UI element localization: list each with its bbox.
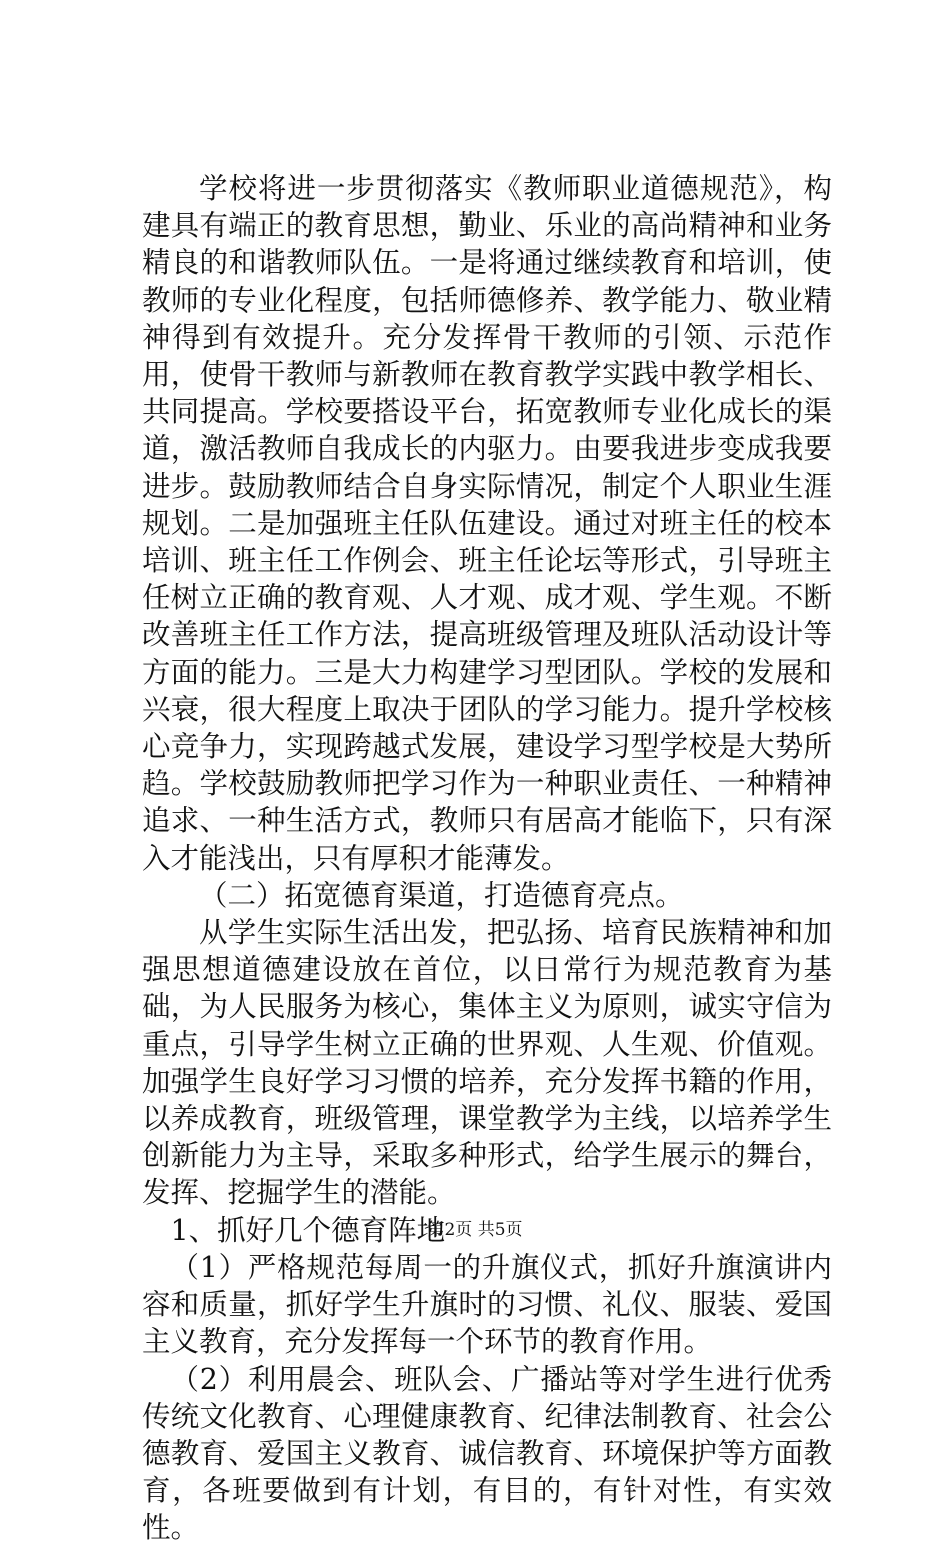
paragraph-teacher-development: 学校将进一步贯彻落实《教师职业道德规范》，构建具有端正的教育思想，勤业、乐业的高尚精神和业务精良的和谐教师队伍。一是将通过继续教育和培训，使教师的专业化程度，包括师德修养、教学能力、敬业精神得到有效提升。充分发挥骨干教师的引领、示范作用，使骨干教师与新教师在教育教学实践中教学相长、共同提高。学校要搭设平台，拓宽教师专业化成长的渠道，激活教师自我成长的内驱力。由要我进步变成我要进步。鼓励教师结合自身实际情况，制定个人职业生涯规划。二是加强班主任队伍建设。通过对班主任的校本培训、班主任工作例会、班主任论坛等形式，引导班主任树立正确的教育观、人才观、成才观、学生观。不断改善班主任工作方法，提高班级管理及班队活动设计等方面的能力。三是大力构建学习型团队。学校的发展和兴衰，很大程度上取决于团队的学习能力。提升学校核心竞争力，实现跨越式发展，建设学习型学校是大势所趋。学校鼓励教师把学习作为一种职业责任、一种精神追求、一种生活方式，教师只有居高才能临下，只有深入才能浅出，只有厚积才能薄发。 bbox=[142, 172, 832, 875]
list-item-flag-ceremony: （1）严格规范每周一的升旗仪式，抓好升旗演讲内容和质量，抓好学生升旗时的习惯、礼仪、服装、爱国主义教育，充分发挥每一个环节的教育作用。 bbox=[142, 1250, 832, 1359]
list-item-morning-meetings: （2）利用晨会、班队会、广播站等对学生进行优秀传统文化教育、心理健康教育、纪律法制教育、社会公德教育、爱国主义教育、诚信教育、环境保护等方面教育，各班要做到有计划，有目的，有针对性，有实效性。 bbox=[142, 1362, 832, 1545]
page-number: 第2页 共5页 bbox=[427, 1220, 523, 1240]
subheading-moral-positions: 1、抓好几个德育阵地 bbox=[170, 1213, 446, 1247]
paragraph-moral-education: 从学生实际生活出发，把弘扬、培育民族精神和加强思想道德建设放在首位，以日常行为规范教育为基础，为人民服务为核心，集体主义为原则，诚实守信为重点，引导学生树立正确的世界观、人生观、价值观。加强学生良好学习习惯的培养，充分发挥书籍的作用，以养成教育，班级管理，课堂教学为主线，以培养学生创新能力为主导，采取多种形式，给学生展示的舞台，发挥、挖掘学生的潜能。 bbox=[142, 916, 832, 1210]
document-body bbox=[142, 170, 832, 1547]
section-heading-moral-education: （二）拓宽德育渠道，打造德育亮点。 bbox=[199, 878, 684, 912]
